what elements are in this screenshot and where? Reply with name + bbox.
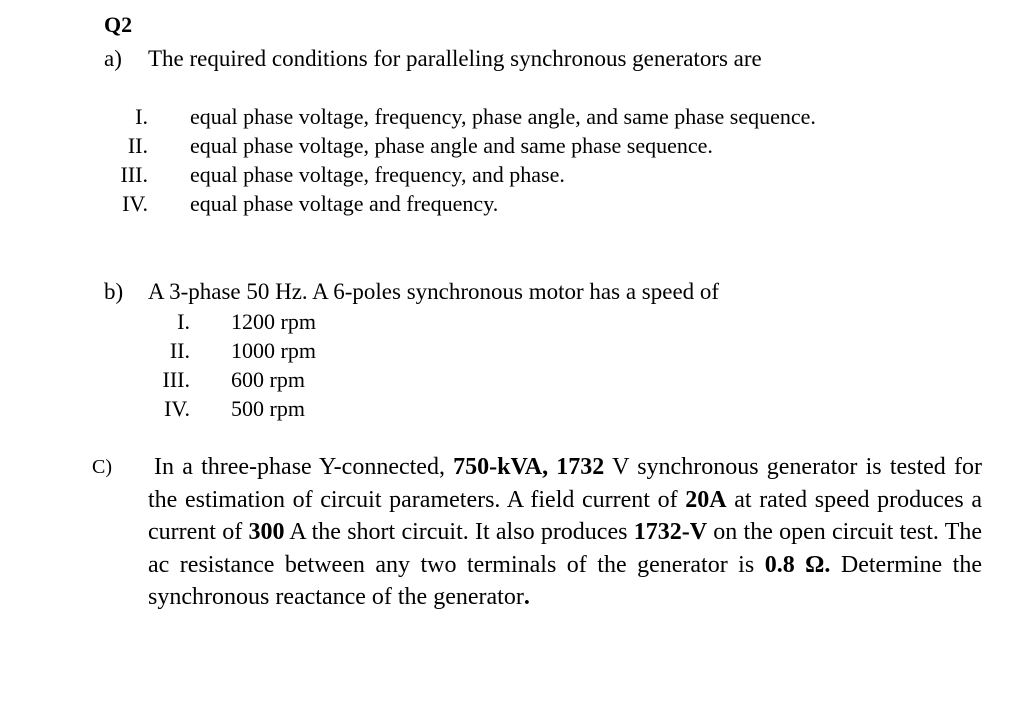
part-c-segment: In a three-phase Y-connected, [154,454,454,480]
part-b-option-3-numeral: III. [162,367,190,392]
part-b-option-3-text: 600 rpm [231,367,305,392]
part-b-option-2-numeral: II. [169,338,190,363]
part-a-option-1-text: equal phase voltage, frequency, phase angle, and same phase sequence. [190,104,816,129]
part-c-segment: V synchronous generator is tested for the estimation of circuit parameters. A field current of [148,454,982,513]
part-c-segment: Determine the synchronous reactance of the generator [148,551,982,610]
part-c-segment-bold: 20A [685,486,727,513]
part-b-option-2-text: 1000 rpm [231,338,316,363]
part-c-segment-bold: 0.8 Ω. [764,551,831,578]
part-b-option-1-text: 1200 rpm [231,309,316,334]
part-c-body [148,451,982,614]
part-c-segment-bold: 300 [248,519,285,545]
part-a-option-3-text: equal phase voltage, frequency, and phase. [190,162,565,187]
part-a-label: a) [104,46,122,71]
part-a-option-4-text: equal phase voltage and frequency. [190,191,499,216]
part-c-segment: A the short circuit. It also produces [284,519,634,545]
part-a-option-4-numeral: IV. [122,191,148,216]
part-a-option-2-numeral: II. [127,133,148,158]
part-c-segment-bold: 1732-V [633,519,708,545]
part-c-segment-bold: 750-kVA, 1732 [453,454,605,480]
part-a-stem: The required conditions for paralleling synchronous generators are [148,46,762,71]
part-a-option-3-numeral: III. [120,162,148,187]
part-a-option-1-numeral: I. [135,104,148,129]
part-c-label: C) [92,456,112,478]
part-c-segment: on the open circuit test. The ac resistance between any two terminals of the generator is [148,519,982,578]
part-b-label: b) [104,279,124,304]
part-b-stem: A 3-phase 50 Hz. A 6-poles synchronous motor has a speed of [148,279,720,304]
part-b-option-1-numeral: I. [177,309,190,334]
part-a-option-2-text: equal phase voltage, phase angle and same phase sequence. [190,133,713,158]
part-c-segment-bold: . [523,584,530,610]
part-c-segment: at rated speed produces a current of [148,486,983,545]
part-b-option-4-text: 500 rpm [231,396,305,421]
question-number: Q2 [104,12,133,37]
part-b-option-4-numeral: IV. [164,396,190,421]
